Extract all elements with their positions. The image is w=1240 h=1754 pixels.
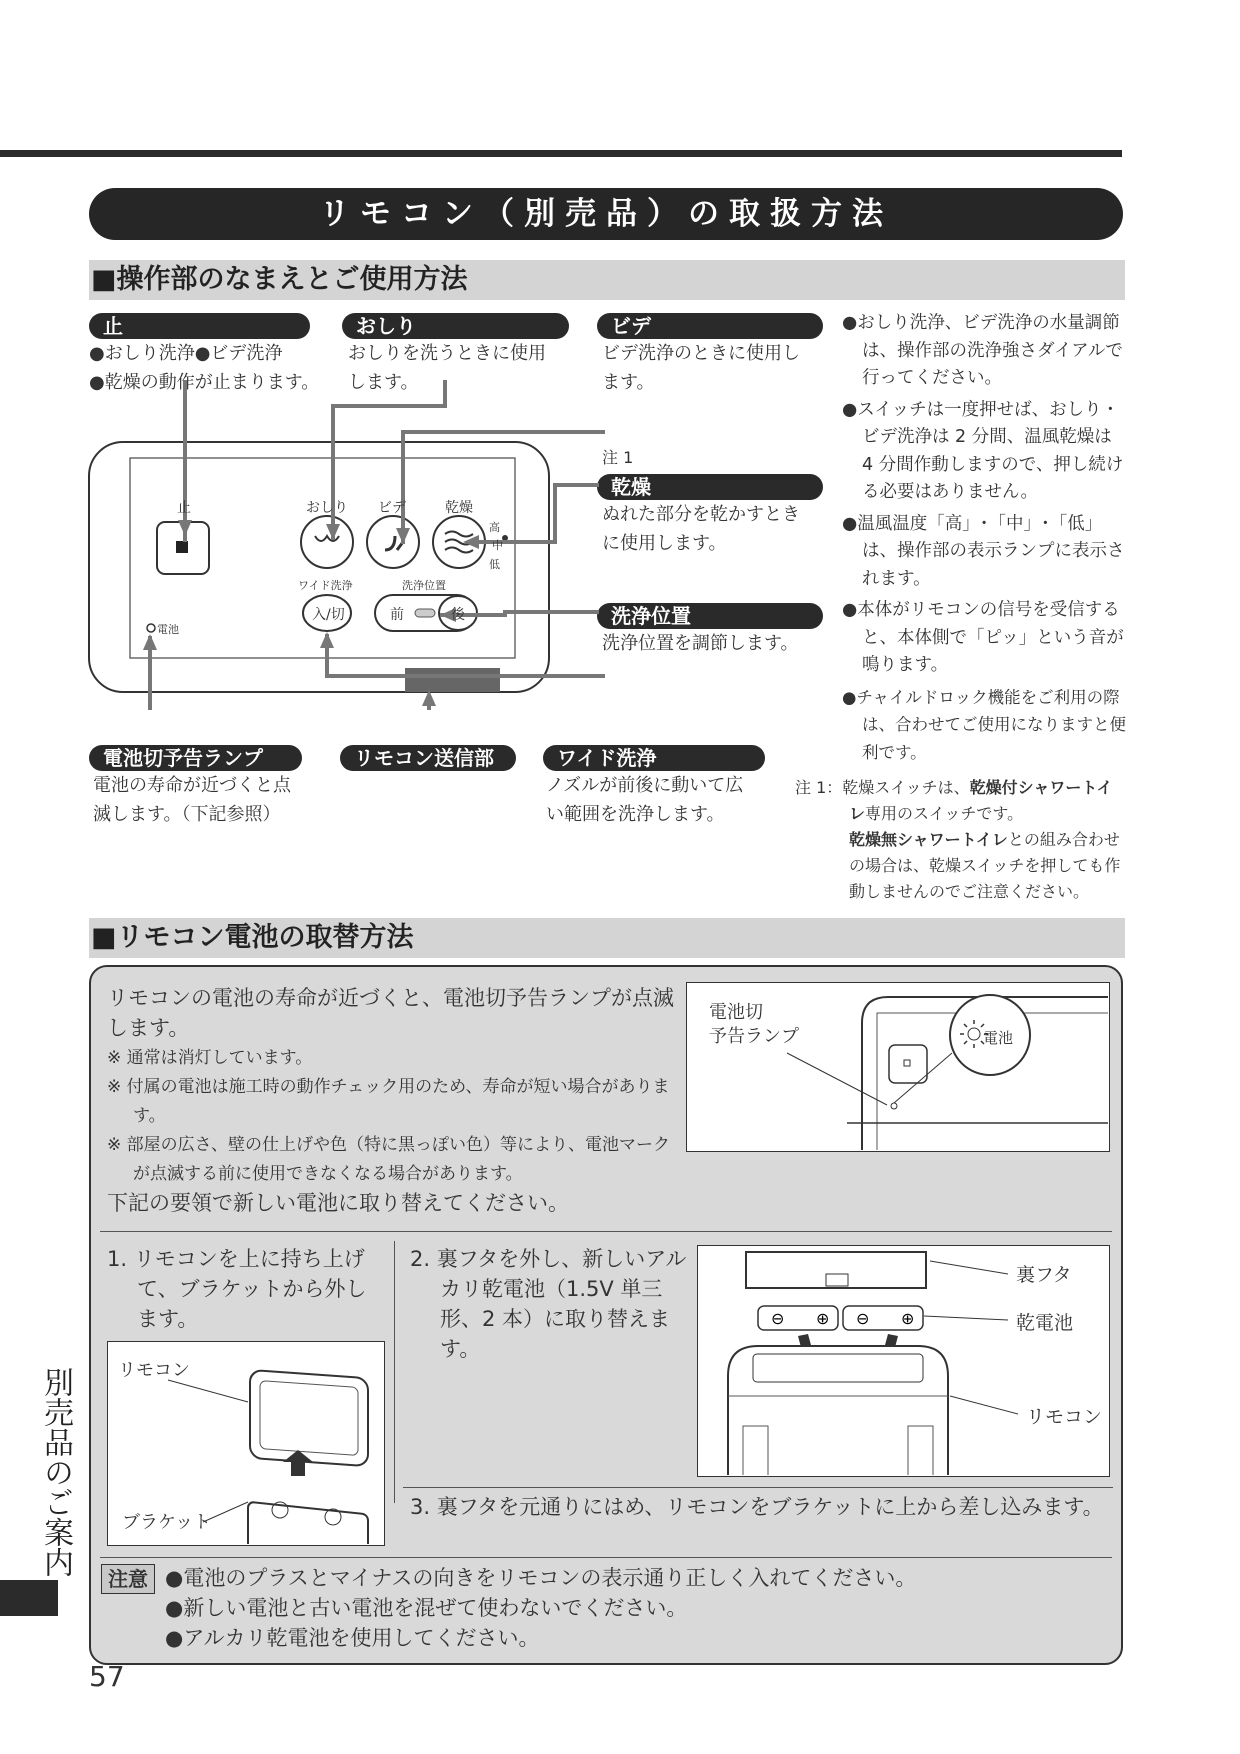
section-title-battery: ■リモコン電池の取替方法 (89, 918, 1125, 958)
note-item: ●温風温度「高」･「中」･「低」は、操作部の表示ランプに表示されます。 (842, 513, 1125, 589)
figure-label-cell: 乾電池 (1016, 1312, 1074, 1334)
note1-text1: 乾燥スイッチは、 (842, 778, 970, 797)
desc-oshiri-line2: します。 (348, 372, 419, 393)
figure-label-lamp-line1: 電池切 (709, 1002, 763, 1023)
note-item: ●スイッチは一度押せば、おしり・ビデ洗浄は 2 分間、温風乾燥は 4 分間作動しますので、押し続ける必要はありません。 (842, 399, 1124, 502)
tag-bidet: ビデ (597, 313, 823, 339)
tag-position: 洗浄位置 (597, 603, 823, 629)
note1-text2: 専用のスイッチです。 (865, 804, 1024, 823)
desc-battery-lamp (93, 771, 291, 829)
desc-oshiri-line1: おしりを洗うときに使用 (348, 343, 546, 364)
svg-text:⊖: ⊖ (771, 1309, 785, 1328)
desc-bidet-line1: ビデ洗浄のときに使用し (602, 343, 800, 364)
page-number: 57 (89, 1660, 125, 1693)
oshiri-button-shape (301, 516, 353, 568)
desc-battery-lamp-line2: 滅します。（下記参照） (93, 804, 281, 825)
figure-label-bracket: ブラケット (122, 1512, 212, 1533)
remote-label-mid: 中 (492, 539, 503, 552)
desc-dry-line1: ぬれた部分を乾かすとき (602, 504, 800, 525)
tag-dry: 乾燥 (597, 474, 823, 500)
desc-bidet-line2: ます。 (602, 372, 655, 393)
svg-text:⊕: ⊕ (901, 1309, 915, 1328)
desc-dry-line2: に使用します。 (602, 533, 727, 554)
remote-label-high: 高 (489, 521, 500, 534)
tag-stop: 止 (89, 313, 310, 339)
svg-text:⊖: ⊖ (856, 1309, 870, 1328)
caution-item: ●アルカリ乾電池を使用してください。 (165, 1626, 540, 1650)
remark-item: ※ 通常は消灯しています。 (107, 1048, 313, 1068)
remote-label-pos: 洗浄位置 (402, 579, 446, 592)
note1-bold1: 乾燥付シャワートイレ (849, 778, 1113, 823)
remote-label-front: 前 (390, 607, 404, 623)
remote-label-back: 後 (451, 607, 465, 623)
page-title-banner: リモコン（別売品）の取扱方法 (89, 188, 1123, 240)
desc-dry (602, 500, 800, 558)
note1-marker: 注 1 (602, 448, 634, 467)
caution-list (165, 1563, 1105, 1653)
figure-label-remote: リモコン (118, 1360, 190, 1381)
desc-wide (546, 771, 743, 829)
step-1: 1. リモコンを上に持ち上げて、ブラケットから外します。 (107, 1247, 367, 1331)
divider (100, 1231, 1112, 1232)
remote-label-dry: 乾燥 (445, 500, 473, 516)
note1-bold2: 乾燥無シャワートイレ (849, 830, 1008, 849)
remark-item: ※ 部屋の広さ、壁の仕上げや色（特に黒っぽい色）等により、電池マークが点滅する前に使用できなくなる場合があります。 (107, 1135, 670, 1184)
transmitter-shape (405, 668, 500, 692)
desc-bidet (602, 339, 800, 397)
remote-label-stop: 止 (177, 500, 191, 516)
step-3: 3. 裏フタを元通りにはめ、リモコンをブラケットに上から差し込みます。 (410, 1495, 1104, 1519)
figure-label-remote2: リモコン (1026, 1406, 1103, 1428)
desc-position: 洗浄位置を調節します。 (602, 633, 799, 654)
tag-wide: ワイド洗浄 (543, 745, 765, 771)
note-item: ●おしり洗浄、ビデ洗浄の水量調節は、操作部の洗浄強さダイアルで行ってください。 (842, 313, 1123, 388)
remote-label-low: 低 (489, 558, 500, 571)
divider (100, 1557, 1112, 1558)
battery-remarks (107, 1044, 677, 1189)
desc-wide-line2: い範囲を洗浄します。 (546, 804, 725, 825)
remark-item: ※ 付属の電池は施工時の動作チェック用のため、寿命が短い場合があります。 (107, 1077, 670, 1126)
svg-text:⊕: ⊕ (816, 1309, 830, 1328)
figure-step1 (107, 1341, 385, 1546)
top-rule (0, 150, 1122, 157)
figure-battery-lamp (686, 982, 1110, 1152)
remote-label-wide-btn: 入/切 (312, 607, 345, 623)
step-2: 2. 裏フタを外し、新しいアルカリ乾電池（1.5V 単三形、2 本）に取り替えます。 (410, 1247, 687, 1361)
remote-label-battery: 電池 (157, 623, 179, 636)
divider (403, 1487, 1113, 1488)
desc-stop-line1: ●おしり洗浄●ビデ洗浄 (89, 343, 283, 364)
caution-item: ●電池のプラスとマイナスの向きをリモコンの表示通り正しく入れてください。 (165, 1566, 917, 1590)
figure-label-lamp (709, 1001, 799, 1049)
note1-prefix: 注 1： (795, 778, 843, 797)
section-title-controls: ■操作部のなまえとご使用方法 (89, 260, 1125, 300)
caution-tag: 注意 (101, 1564, 155, 1594)
note-item: ●チャイルドロック機能をご利用の際は、合わせてご使用になりますと便利です。 (842, 687, 1126, 762)
desc-wide-line1: ノズルが前後に動いて広 (546, 775, 744, 796)
figure-label-battery: 電池 (983, 1029, 1014, 1047)
remote-label-oshiri: おしり (306, 500, 348, 516)
tag-oshiri: おしり (342, 313, 569, 339)
tag-battery-lamp: 電池切予告ランプ (89, 745, 302, 771)
note1-text3: との組み合わせの場合は、乾燥スイッチを押しても作動しませんのでご注意ください。 (849, 830, 1121, 901)
desc-battery-lamp-line1: 電池の寿命が近づくと点 (93, 775, 291, 796)
desc-stop-line2: ●乾燥の動作が止まります。 (89, 372, 320, 393)
tag-transmitter: リモコン送信部 (340, 745, 516, 771)
figure-label-cover: 裏フタ (1016, 1264, 1072, 1286)
side-tab-block (0, 1580, 58, 1616)
divider (394, 1241, 395, 1503)
battery-instruction: 下記の要領で新しい電池に取り替えてください。 (107, 1191, 569, 1215)
note1 (795, 775, 1127, 905)
note-item: ●本体がリモコンの信号を受信すると、本体側で「ピッ」という音が鳴ります。 (842, 600, 1124, 675)
figure-label-lamp-line2: 予告ランプ (709, 1026, 799, 1047)
battery-intro: リモコンの電池の寿命が近づくと、電池切予告ランプが点滅します。 (107, 986, 674, 1040)
caution-item: ●新しい電池と古い電池を混ぜて使わないでください。 (165, 1596, 688, 1620)
remote-label-wide: ワイド洗浄 (298, 579, 353, 592)
notes-list (842, 310, 1127, 770)
remote-diagram (85, 380, 605, 710)
remote-label-bidet: ビデ (378, 500, 406, 516)
figure-step2 (697, 1245, 1110, 1477)
side-tab-label: 別売品のご案内 (38, 1367, 73, 1577)
